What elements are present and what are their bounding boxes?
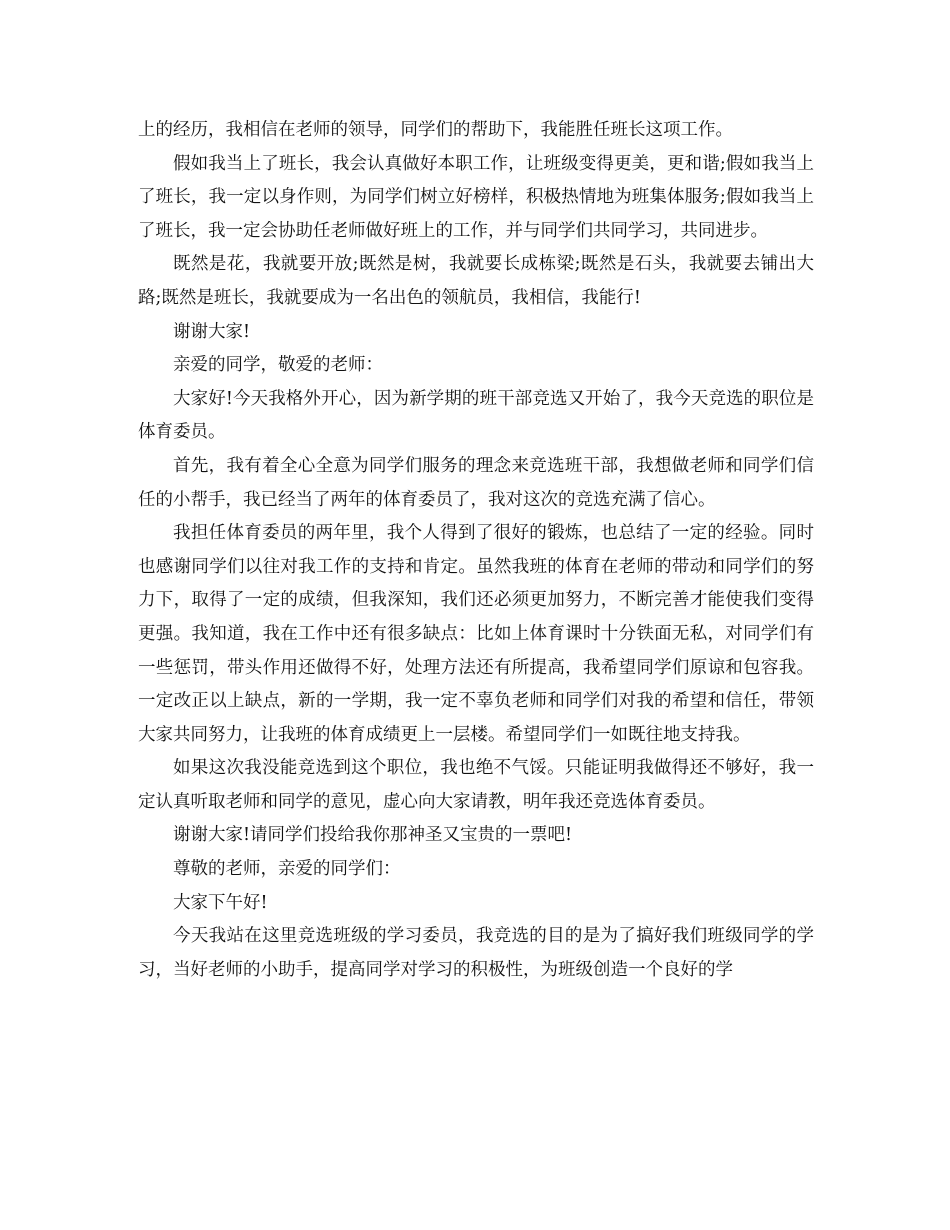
paragraph-4: 谢谢大家!: [173, 321, 251, 342]
paragraph-10: 谢谢大家!请同学们投给我你那神圣又宝贵的一票吧!: [173, 825, 573, 846]
paragraph-8: 我担任体育委员的两年里，我个人得到了很好的锻炼，也总结了一定的经验。同时也感谢同学们以往对我工作的支持和肯定。虽然我班的体育在老师的带动和同学们的努力下，取得了一定的成绩，但我深知，我们还必须更加努力，不断完善才能使我们变得更强。我知道，我在工作中还有很多缺点：比如上体育课时十分铁面无私，对同学们有一些惩罚，带头作用还做得不好，处理方法还有所提高，我希望同学们原谅和包容我。一定改正以上缺点，新的一学期，我一定不辜负老师和同学们对我的希望和信任，带领大家共同努力，让我班的体育成绩更上一层楼。希望同学们一如既往地支持我。: [138, 523, 814, 745]
paragraph-3: 既然是花，我就要开放;既然是树，我就要长成栋梁;既然是石头，我就要去铺出大路;既然是班长，我就要成为一名出色的领航员，我相信，我能行!: [138, 254, 814, 308]
paragraph-12: 大家下午好!: [173, 892, 268, 913]
paragraph-11: 尊敬的老师，亲爱的同学们：: [173, 859, 401, 880]
document-body: [138, 114, 814, 987]
paragraph-1: 上的经历，我相信在老师的领导，同学们的帮助下，我能胜任班长这项工作。: [138, 120, 733, 140]
paragraph-9: 如果这次我没能竞选到这个职位，我也绝不气馁。只能证明我做得还不够好，我一定认真听取老师和同学的意见，虚心向大家请教，明年我还竞选体育委员。: [138, 758, 814, 812]
paragraph-7: 首先，我有着全心全意为同学们服务的理念来竞选班干部，我想做老师和同学们信任的小帮手，我已经当了两年的体育委员了，我对这次的竞选充满了信心。: [138, 455, 814, 510]
paragraph-2: 假如我当上了班长，我会认真做好本职工作，让班级变得更美，更和谐;假如我当上了班长，我一定以身作则，为同学们树立好榜样，积极热情地为班集体服务;假如我当上了班长，我一定会协助任老师做好班上的工作，并与同学们共同学习，共同进步。: [138, 153, 814, 241]
paragraph-6: 大家好!今天我格外开心，因为新学期的班干部竞选又开始了，我今天竞选的职位是体育委员。: [138, 388, 814, 443]
paragraph-5: 亲爱的同学，敬爱的老师：: [173, 355, 383, 376]
paragraph-13: 今天我站在这里竞选班级的学习委员，我竞选的目的是为了搞好我们班级同学的学习，当好老师的小助手，提高同学对学习的积极性，为班级创造一个良好的学: [138, 926, 814, 980]
